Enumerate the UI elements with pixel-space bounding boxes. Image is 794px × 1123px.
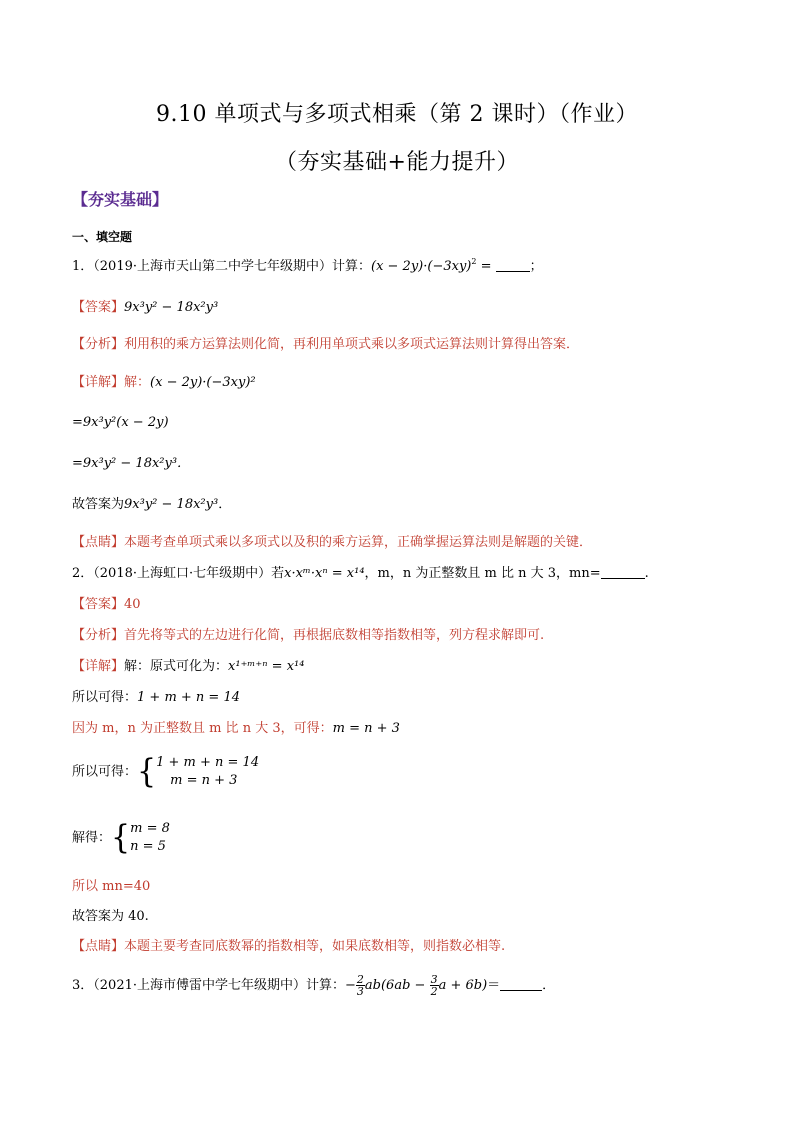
q2-system-2-eq-b: n = 5 [130,839,166,854]
q2-system-1-eq-b: m = n + 3 [170,773,238,788]
q3-frac2-denominator: 2 [430,985,438,998]
q2-answer-blank [601,568,645,579]
question-3 [72,974,555,997]
q2-line-1-expression: 1 + m + n = 14 [137,690,240,705]
q2-system-2 [130,820,170,856]
q2-comment [72,939,505,955]
q1-detail-lead: 解： [124,375,151,390]
q2-comment-text: 本题主要考查同底数幂的指数相等，如果底数相等，则指数必相等. [124,939,506,954]
detail-tag: 【详解】 [72,375,125,390]
q3-equals: ＝ [487,978,501,993]
q1-analysis-text: 利用积的乘方运算法则化简，再利用单项式乘以多项式运算法则计算得出答案． [124,337,580,352]
answer-tag: 【答案】 [72,597,125,612]
q1-final-expression: 9x³y² − 18x²y³ [124,497,219,512]
q1-answer-blank [496,261,530,272]
q3-fraction-1 [356,974,365,997]
question-1 [72,259,543,275]
q1-detail-expression: (x − 2y)·(−3xy)² [150,375,256,390]
left-brace-icon: { [111,818,131,857]
q2-stem-end: . [644,566,649,581]
q2-line-5: 所以 mn=40 [72,879,151,894]
analysis-tag: 【分析】 [72,628,125,643]
q2-line-6: 故答案为 40. [72,909,149,924]
q3-stem: 3．（2021·上海市傅雷中学七年级期中）计算： [72,978,345,993]
q1-exponent: 2 [471,257,477,266]
q1-final-end: ． [218,497,232,512]
comment-tag: 【点睛】 [72,939,125,954]
q3-fraction-2 [430,974,439,997]
q2-line-2 [72,721,400,737]
question-2 [72,566,649,582]
q1-expression: (x − 2y)·(−3xy) [371,259,472,274]
q2-line-4-lead: 解得： [72,830,112,846]
q1-final-lead: 故答案为 [72,497,125,512]
subsection-heading: 一、填空题 [72,230,133,244]
analysis-tag: 【分析】 [72,337,125,352]
q2-answer [72,597,141,613]
q2-detail-expression: x¹⁺ᵐ⁺ⁿ = x¹⁴ [228,659,305,674]
q1-step-2: =9x³y² − 18x²y³． [72,456,191,471]
q1-final [72,497,231,513]
q1-analysis [72,337,579,353]
q2-analysis-text: 首先将等式的左边进行化简，再根据底数相等指数相等，列方程求解即可. [124,628,545,643]
detail-tag: 【详解】 [72,659,125,674]
q1-end: ； [529,259,543,274]
q3-end: ． [542,978,556,993]
q3-frac1-numerator: 2 [356,973,364,986]
q3-expr-a: − [345,978,356,993]
q2-stem-b: ，m，n 为正整数且 m 比 n 大 3，mn= [364,566,601,581]
q1-step-1: =9x³y²(x − 2y) [72,415,169,430]
q1-detail [72,375,256,391]
q3-frac1-denominator: 3 [356,985,364,998]
q2-stem-expression: x·xᵐ·xⁿ = x¹⁴ [284,566,365,581]
q2-line-1 [72,690,240,706]
q3-answer-blank [500,980,542,991]
q2-line-2-expression: m = n + 3 [332,721,400,736]
comment-tag: 【点睛】 [72,535,125,550]
q2-detail [72,659,304,675]
q3-expr-b: ab(6ab − [364,978,430,993]
q2-system-2-eq-a: m = 8 [130,821,170,836]
q2-answer-value: 40 [124,597,141,612]
answer-tag: 【答案】 [72,300,125,315]
q2-stem-a: 2．（2018·上海虹口·七年级期中）若 [72,566,285,581]
q2-line-3-lead: 所以可得： [72,764,138,780]
page-title: 9.10 单项式与多项式相乘（第 2 课时）（作业） [156,102,638,127]
q2-detail-lead: 解：原式可化为： [124,659,229,674]
q2-line-4 [72,820,170,856]
q1-equals: = [476,259,496,274]
q1-answer [72,300,218,316]
left-brace-icon: { [137,752,157,791]
q1-comment [72,535,592,551]
q1-answer-expression: 9x³y² − 18x²y³ [124,300,219,315]
q3-expr-c: a + 6b) [438,978,488,993]
q2-system-1 [156,754,259,790]
q2-line-2-lead: 因为 m，n 为正整数且 m 比 n 大 3，可得： [72,721,333,736]
q3-frac2-numerator: 3 [430,973,438,986]
q1-stem: 1．（2019·上海市天山第二中学七年级期中）计算： [72,259,371,274]
q2-system-1-eq-a: 1 + m + n = 14 [156,755,260,770]
page-subtitle: （夯实基础+能力提升） [275,150,519,175]
q1-comment-text: 本题考查单项式乘以多项式以及积的乘方运算，正确掌握运算法则是解题的关键． [124,535,593,550]
q2-line-3 [72,754,259,790]
q2-analysis [72,628,544,644]
q2-line-1-lead: 所以可得： [72,690,138,705]
section-label: 【夯实基础】 [72,190,169,209]
